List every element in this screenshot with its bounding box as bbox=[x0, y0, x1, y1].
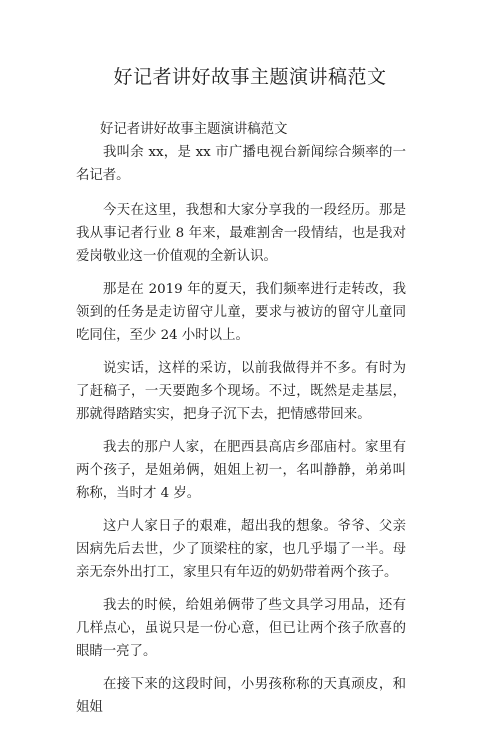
paragraph-4: 说实话，这样的采访，以前我做得并不多。有时为了赶稿子，一天要跑多个现场。不过，既然是走基层，那就得踏踏实实，把身子沉下去，把情感带回来。 bbox=[76, 361, 406, 422]
paragraph-5: 我去的那户人家，在肥西县高店乡邵庙村。家里有两个孩子，是姐弟俩，姐姐上初一，名叫静静，弟弟叫称称，当时才 4 岁。 bbox=[76, 440, 406, 501]
paragraph-6: 这户人家日子的艰难，超出我的想象。爷爷、父亲因病先后去世，少了顶梁柱的家，也几乎塌了一半。母亲无奈外出打工，家里只有年迈的奶奶带着两个孩子。 bbox=[76, 519, 406, 580]
paragraph-8: 在接下来的这段时间，小男孩称称的天真顽皮，和姐姐 bbox=[76, 677, 406, 715]
document-title: 好记者讲好故事主题演讲稿范文 bbox=[113, 66, 387, 88]
document-subtitle: 好记者讲好故事主题演讲稿范文 bbox=[100, 122, 288, 137]
paragraph-7: 我去的时候，给姐弟俩带了些文具学习用品，还有几样点心，虽说只是一份心意，但已让两个孩子欣喜的眼睛一亮了。 bbox=[76, 598, 406, 659]
document-body bbox=[76, 118, 406, 729]
paragraph-3: 那是在 2019 年的夏天，我们频率进行走转改，我领到的任务是走访留守儿童，要求与被访的留守儿童同吃同住，至少 24 小时以上。 bbox=[76, 282, 406, 343]
paragraph-2: 今天在这里，我想和大家分享我的一段经历。那是我从事记者行业 8 年来，最难割舍一段情结，也是我对爱岗敬业这一价值观的全新认识。 bbox=[76, 203, 406, 264]
paragraph-1: 我叫余 xx，是 xx 市广播电视台新闻综合频率的一名记者。 bbox=[76, 145, 406, 183]
